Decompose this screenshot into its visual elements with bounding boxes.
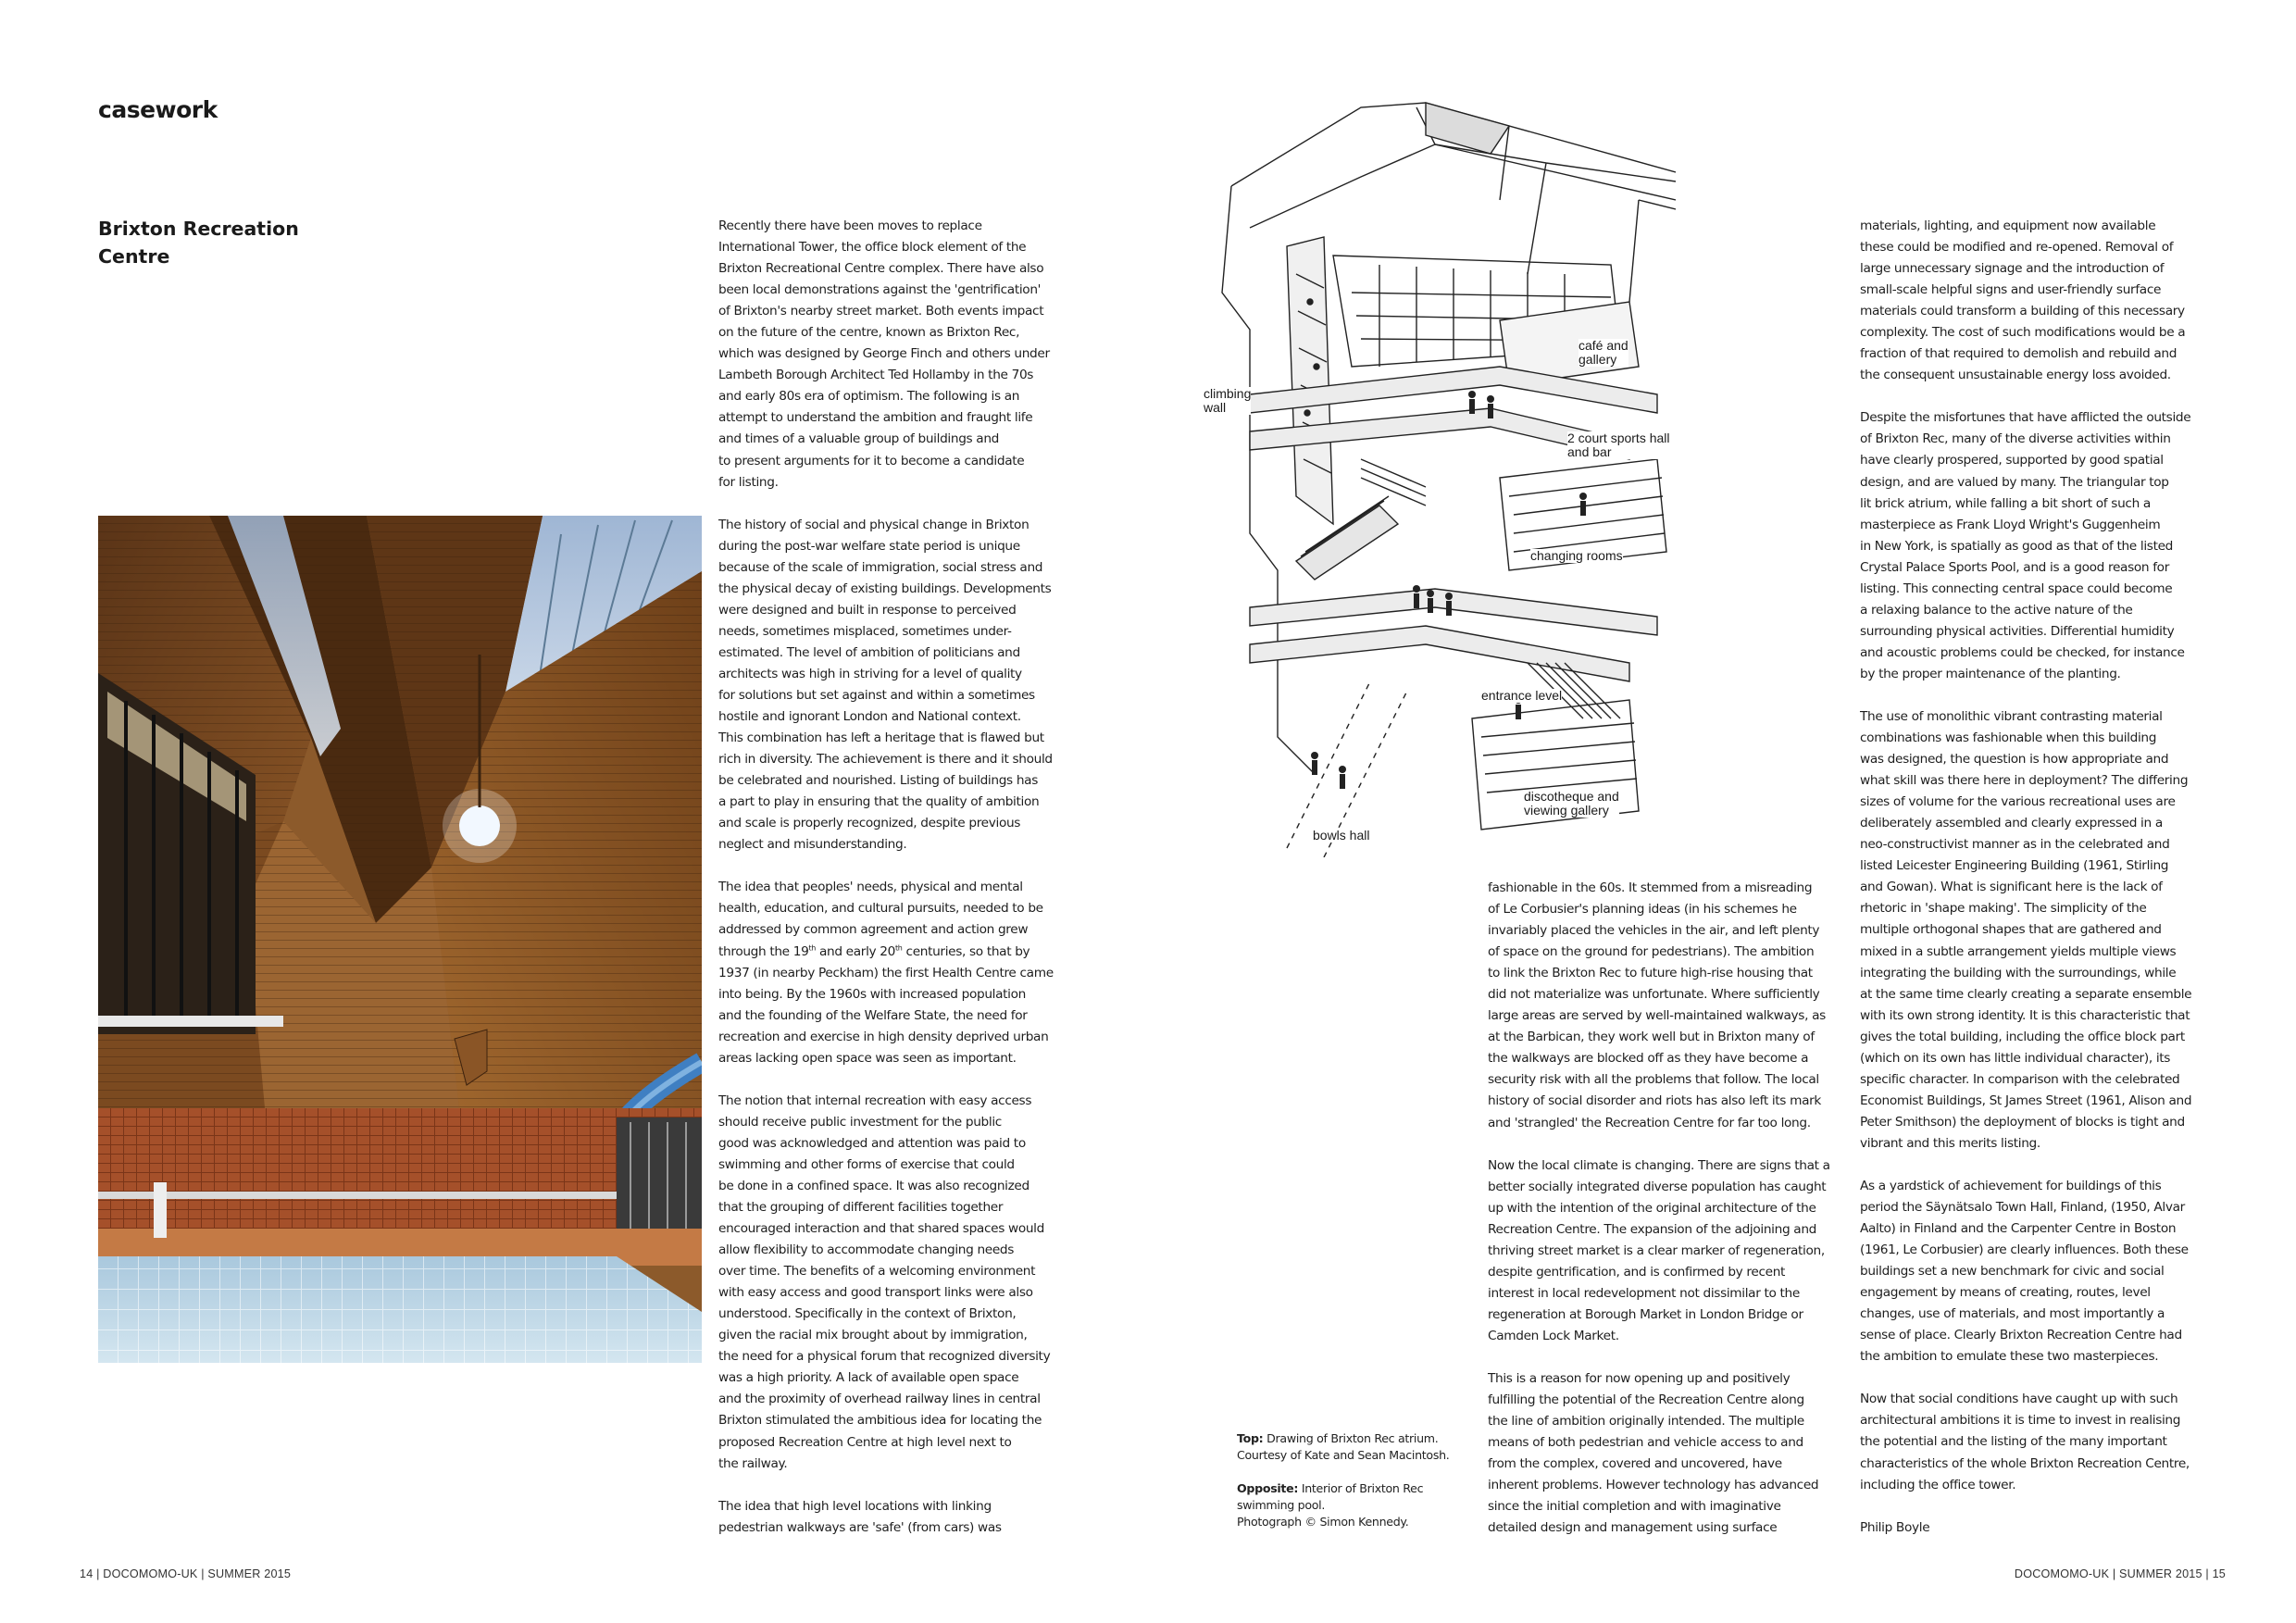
article-column-middle [1488, 878, 1858, 1539]
paragraph: fashionable in the 60s. It stemmed from a misreading of Le Corbusier's planning ideas (in his schemes he invariably placed the vehicles in the air, and left plenty of space on the ground for pedestrians). The ambition to link the Brixton Rec to future high-rise housing that did not materialize was unfortunate. Where sufficiently large areas are served by well-maintained walkways, as at the Barbican, they work well but in Brixton many of the walkways are blocked off as they have become a security risk with all the problems that follow. The local history of social disorder and riots has also left its mark and 'strangled' the Recreation Centre for far too long. [1488, 880, 1826, 1130]
paragraph: The history of social and physical change in Brixton during the post-war welfare state period is unique because of the scale of immigration, social stress and the physical decay of existing buildings. Developments were designed and built in response to perceived needs, sometimes misplaced, sometimes under- estimated. The level of ambition of politicians and architects was high in striving for a level of quality for solutions but set against and within a sometimes hostile and ignorant London and National context. This combination has left a heritage that is flawed but rich in diversity. The achievement is there and it should be celebrated and nourished. Listing of buildings has a part to play in ensuring that the quality of ambition and scale is properly recognized, despite previous neglect and misunderstanding. [718, 517, 1053, 853]
label-entrance-level: entrance level [1481, 688, 1563, 703]
label-climbing-wall: climbing wall [1204, 386, 1252, 415]
paragraph: The idea that peoples' needs, physical and mental health, education, and cultural pursuits, needed to be addressed by common agreement and action grew through the 19th and early 20th centuries, so that by 1937 (in nearby Peckham) the first Health Centre came into being. By the 1960s with increased population and the founding of the Welfare State, the need for recreation and exercise in high density deprived urban areas lacking open space was seen as important. [718, 880, 1054, 1066]
article-title: Brixton Recreation Centre [98, 218, 299, 268]
article-column-right [1860, 216, 2230, 1539]
paragraph: Recently there have been moves to replace International Tower, the office block element of the Brixton Recreational Centre complex. There have also been local demonstrations against the 'gentrification' of Brixton's nearby street market. Both events impact on the future of the centre, known as Brixton Rec, which was designed by George Finch and others under Lambeth Borough Architect Ted Hollamby in the 70s and early 80s era of optimism. The following is an attempt to understand the ambition and fraught life and times of a valuable group of buildings and to present arguments for it to become a candidate for listing. [718, 218, 1050, 490]
page-footer-left: 14 | DOCOMOMO-UK | SUMMER 2015 [80, 1567, 292, 1580]
author-name: Philip Boyle [1860, 1519, 1930, 1535]
paragraph: Now the local climate is changing. There are signs that a better socially integrated diverse population has caught up with the intention of the original architecture of the Recreation Centre. The expansion of the adjoining and thriving street market is a clear marker of regeneration, despite gentrification, and is confirmed by recent interest in local redevelopment not dissimilar to the regeneration at Borough Market in London Bridge or Camden Lock Market. [1488, 1157, 1830, 1343]
label-changing-rooms: changing rooms [1530, 548, 1623, 563]
paragraph: The notion that internal recreation with easy access should receive public investment for the public good was acknowledged and attention was paid to swimming and other forms of exercise that could be done in a confined space. It was also recognized that the grouping of different facilities together encouraged interaction and that shared spaces would allow flexibility to accommodate changing needs over time. The benefits of a welcoming environment with easy access and good transport links were also understood. Specifically in the context of Brixton, given the racial mix brought about by immigration, the need for a physical forum that recognized diversity was a high priority. A lack of available open space and the proximity of overhead railway lines in central Brixton stimulated the ambitious idea for locating the proposed Recreation Centre at high level next to the railway. [718, 1092, 1051, 1471]
label-cafe-gallery: café and gallery [1578, 338, 1628, 367]
label-bowls-hall: bowls hall [1313, 828, 1370, 843]
paragraph: Now that social conditions have caught up with such architectural ambitions it is time to invest in realising the potential and the listing of the many important characteristics of the whole Brixton Recreation Centre, including the office tower. [1860, 1392, 2190, 1492]
page-footer-right: DOCOMOMO-UK | SUMMER 2015 | 15 [2014, 1567, 2226, 1580]
figure-caption: Top: Drawing of Brixton Rec atrium. Courtesy of Kate and Sean Macintosh. Opposite: Interior of Brixton Rec swimming pool. Photograph © Simon Kennedy. [1237, 1431, 1450, 1529]
paragraph: materials, lighting, and equipment now available these could be modified and re-opened. Removal of large unnecessary signage and the introduction of small-scale helpful signs and user-friendly surface materials could transform a building of this necessary complexity. The cost of such modifications would be a fraction of that required to demolish and rebuild and the consequent unsustainable energy loss avoided. [1860, 218, 2186, 383]
label-sports-hall: 2 court sports hall and bar [1567, 431, 1670, 459]
paragraph: This is a reason for now opening up and positively fulfilling the potential of the Recreation Centre along the line of ambition originally intended. The multiple means of both pedestrian and vehicle access to and from the complex, covered and uncovered, have inherent problems. However technology has advanced since the initial completion and with imaginative detailed design and management using surface [1488, 1370, 1819, 1536]
pool-interior-photo [98, 516, 702, 1363]
label-discotheque: discotheque and viewing gallery [1524, 789, 1619, 818]
atrium-drawing [1194, 89, 1676, 857]
paragraph: Despite the misfortunes that have afflicted the outside of Brixton Rec, many of the diverse activities within have clearly prospered, supported by good spatial design, and are valued by many. The triangular top lit brick atrium, while falling a bit short of such a masterpiece as Frank Lloyd Wright's Guggenheim in New York, is spatially as good as that of the listed Crystal Palace Sports Pool, and is a good reason for listing. This connecting central space could become a relaxing balance to the active nature of the surrounding physical activities. Differential humidity and acoustic problems could be checked, for instance by the proper maintenance of the planting. [1860, 410, 2191, 681]
paragraph: As a yardstick of achievement for buildings of this period the Säynätsalo Town Hall, Finland, (1950, Alvar Aalto) in Finland and the Carpenter Centre in Boston (1961, Le Corbusier) are clearly influences. Both these buildings set a new benchmark for civic and social engagement by means of creating, routes, level changes, use of materials, and most importantly a sense of place. Clearly Brixton Recreation Centre had the ambition to emulate these two masterpieces. [1860, 1178, 2189, 1365]
article-column-left [718, 216, 1089, 1539]
paragraph: The idea that high level locations with linking pedestrian walkways are 'safe' (from cars) was [718, 1498, 1002, 1535]
paragraph: The use of monolithic vibrant contrasting material combinations was fashionable when this building was designed, the question is how appropriate and what skill was there here in deployment? The differing sizes of volume for the various recreational uses are deliberately assembled and clearly expressed in a neo-constructivist manner as in the celebrated and listed Leicester Engineering Building (1961, Stirling and Gowan). What is significant here is the lack of rhetoric in 'shape making'. The simplicity of the multiple orthogonal shapes that are gathered and mixed in a subtle arrangement yields multiple views integrating the building with the surroundings, while at the same time clearly creating a separate ensemble with its own strong identity. It is this characteristic that gives the total building, including the office block part (which on its own has little individual character), its specific character. In comparison with the celebrated Economist Buildings, St James Street (1961, Alison and Peter Smithson) the deployment of blocks is tight and vibrant and this merits listing. [1860, 708, 2192, 1151]
section-label: casework [98, 96, 218, 123]
